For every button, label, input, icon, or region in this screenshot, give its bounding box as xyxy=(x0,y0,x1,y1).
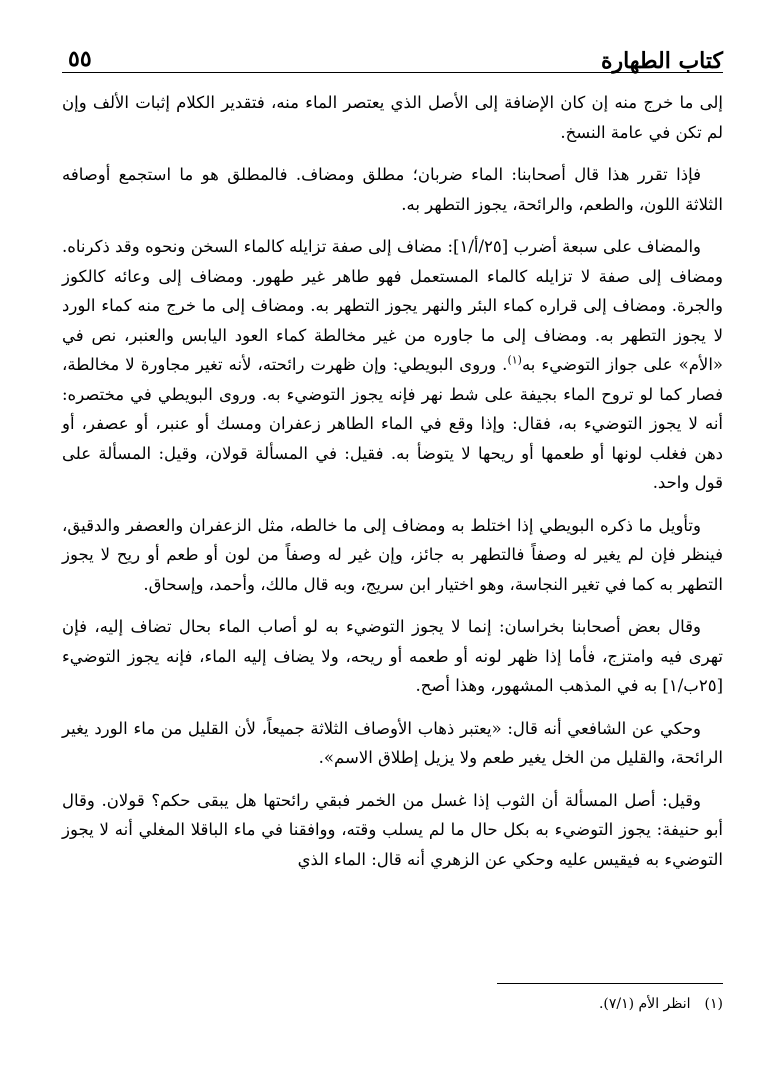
header-divider xyxy=(62,72,723,73)
paragraph-2: فإذا تقرر هذا قال أصحابنا: الماء ضربان؛ مطلق ومضاف. فالمطلق هو ما استجمع أوصافه الثلاثة اللون، والطعم، والرائحة، يجوز التطهر به. xyxy=(62,165,723,214)
paragraph-7: وقيل: أصل المسألة أن الثوب إذا غسل من الخمر فبقي رائحتها هل يبقى حكم؟ قولان. وقال أبو حنيفة: يجوز التوضيء به بكل حال ما لم يسلب وقته، ووافقنا في ماء الباقلا المغلي أنه لا يجوز التوضيء به فيقيس عليه وحكي عن الزهري أنه قال: الماء الذي xyxy=(62,790,723,869)
paragraph-6: وحكي عن الشافعي أنه قال: «يعتبر ذهاب الأوصاف الثلاثة جميعاً، لأن القليل من ماء الورد يغير الرائحة، والقليل من الخل يغير طعم ولا يزيل إطلاق الاسم». xyxy=(62,718,723,767)
paragraph-5: وقال بعض أصحابنا بخراسان: إنما لا يجوز التوضيء به لو أصاب الماء بحال تضاف إليه، فإن تهرى فيه وامتزج، فأما إذا ظهر لونه أو طعمه أو ريحه، ولا يضاف إليه الماء، فإنه يجوز التوضيء [٢٥ب/١] به في المذهب المشهور، وهذا أصح. xyxy=(62,617,723,695)
footnote xyxy=(62,994,723,1014)
paragraph-4: وتأويل ما ذكره البويطي إذا اختلط به ومضاف إلى ما خالطه، مثل الزعفران والعصفر والدقيق، فينظر فإن لم يغير له وصفاً فالتطهر به جائز، وإن غير له وصفاً من لون أو طعم أو ريح لا يجوز التطهر به كما في تغير النجاسة، وهو اختيار ابن سريج، وبه قال مالك، وأحمد، وإسحاق. xyxy=(62,515,723,594)
running-title: كتاب الطهارة xyxy=(600,48,723,74)
main-text xyxy=(62,88,723,887)
paragraph-3-after-ref: . وروى البويطي: وإن ظهرت رائحته، لأنه تغير مجاورة لا مخالطة، فصار كما لو تروح الماء بجيفة على شط نهر فإنه يجوز التوضيء به. وروى البويطي في مختصره: أنه لا يجوز التوضيء به، فقال: وإذا وقع في الماء الطاهر زعفران ومسك أو عنبر، أو عصفر، أو دهن فغلب لونها أو طعمها أو ريحها لا يتوضأ به. فقيل: في المسألة قولان، وقيل: المسألة على قول واحد. xyxy=(62,355,723,492)
footnote-number: (١) xyxy=(704,996,723,1012)
book-page xyxy=(62,0,723,1091)
paragraph-3 xyxy=(62,232,723,498)
page-number: ٥٥ xyxy=(68,46,92,72)
footnote-text: انظر الأم (٧/١). xyxy=(598,996,691,1012)
paragraph-1: إلى ما خرج منه إن كان الإضافة إلى الأصل الذي يعتصر الماء منه، فتقدير الكلام إثبات الألف وإن لم تكن في عامة النسخ. xyxy=(62,93,723,142)
page-header xyxy=(62,40,723,74)
paragraph-3-before-ref: والمضاف على سبعة أضرب [٢٥/أ/١]: مضاف إلى صفة تزايله كالماء السخن ونحوه وقد ذكرناه. ومضاف إلى صفة لا تزايله كالماء المستعمل فهو طاهر غير طهور. ومضاف إلى وعائه كالكوز والجرة. ومضاف إلى قراره كماء البئر والنهر يجوز التطهر به. ومضاف إلى ما خرج منه كماء الورد لا يجوز التطهر به. ومضاف إلى ما جاوره من غير مخالطة كماء العود اليابس والعنبر، نص في «الأم» على جواز التوضيء به xyxy=(62,237,723,374)
footnote-divider xyxy=(497,983,723,984)
footnote-reference: (١) xyxy=(507,353,522,367)
